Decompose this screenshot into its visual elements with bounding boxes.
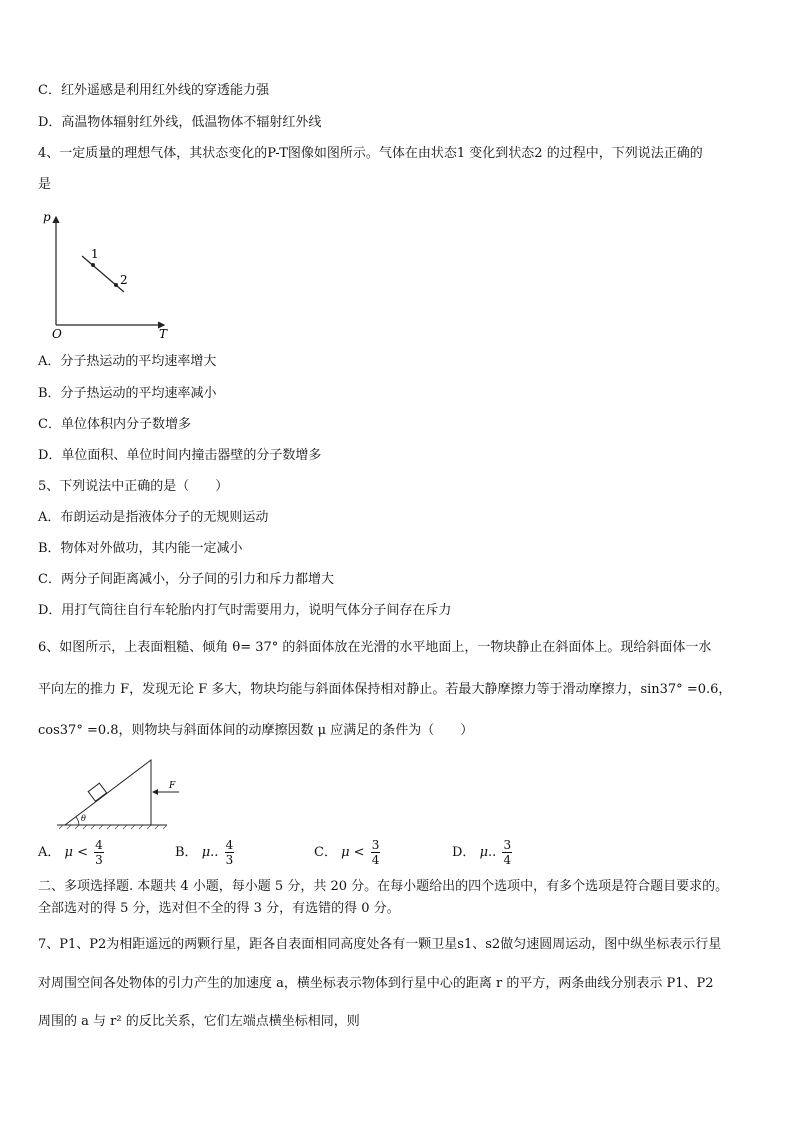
q6-option-a: A． μ < $\frac{4}{3}$ xyxy=(38,838,103,867)
angle-label: θ xyxy=(81,814,86,823)
state-2-point xyxy=(114,283,118,287)
q6-option-d: D． μ.. $\frac{3}{4}$ xyxy=(452,838,512,867)
state-1-point xyxy=(91,263,95,267)
state-line xyxy=(82,256,124,292)
q5-option-b: B．物体对外做功，其内能一定减小 xyxy=(38,541,243,556)
q4-option-a: A．分子热运动的平均速率增大 xyxy=(38,354,217,369)
force-label: F xyxy=(169,781,176,791)
section2-heading-line2: 全部选对的得 5 分，选对但不全的得 3 分，有选错的得 0 分。 xyxy=(38,901,400,916)
section2-heading-line1: 二、多项选择题. 本题共 4 小题，每小题 5 分，共 20 分。在每小题给出的四个选项中，有多个选项是符合题目要求的。 xyxy=(38,879,729,894)
q4-stem-line2: 是 xyxy=(38,177,52,192)
q7-stem-line3: 周围的 a 与 r² 的反比关系，它们左端点横坐标相同，则 xyxy=(38,1014,360,1029)
state-2-label: 2 xyxy=(120,273,128,287)
q4-option-c: C．单位体积内分子数增多 xyxy=(38,417,191,432)
q5-stem: 5、下列说法中正确的是（ ） xyxy=(38,479,229,494)
q3-option-d: D．高温物体辐射红外线，低温物体不辐射红外线 xyxy=(38,115,322,130)
q4-stem-line1: 4、一定质量的理想气体，其状态变化的P-T图像如图所示。气体在由状态1 变化到状态2 的过程中，下列说法正确的 xyxy=(38,146,703,161)
q3-option-c: C．红外遥感是利用红外线的穿透能力强 xyxy=(38,83,269,98)
q5-option-c: C．两分子间距离减小，分子间的引力和斥力都增大 xyxy=(38,572,334,587)
state-1-label: 1 xyxy=(91,247,99,261)
x-axis-label: T xyxy=(159,327,168,340)
ground-hatch xyxy=(59,825,167,829)
q6-option-c: C． μ < $\frac{3}{4}$ xyxy=(314,838,380,867)
force-arrowhead xyxy=(152,789,158,795)
fraction: $\frac{4}{3}$ xyxy=(225,838,234,867)
q6-stem-line2: 平向左的推力 F，发现无论 F 多大，物块均能与斜面体保持相对静止。若最大静摩擦力等于滑动摩擦力，sin37° =0.6， xyxy=(38,682,732,697)
origin-label: O xyxy=(52,327,62,340)
q6-stem-line1: 6、如图所示，上表面粗糙、倾角 θ= 37° 的斜面体放在光滑的水平地面上，一物块静止在斜面体上。现给斜面体一水 xyxy=(38,640,712,655)
pt-graph xyxy=(38,205,178,340)
q4-option-d: D．单位面积、单位时间内撞击器壁的分子数增多 xyxy=(38,448,322,463)
q6-stem-line3: cos37° =0.8，则物块与斜面体间的动摩擦因数 μ 应满足的条件为（ ） xyxy=(38,723,474,738)
q7-stem-line1: 7、P1、P2为相距遥远的两颗行星，距各自表面相同高度处各有一颗卫星s1、s2做匀速圆周运动，图中纵坐标表示行星 xyxy=(38,937,722,952)
q5-option-d: D．用打气筒往自行车轮胎内打气时需要用力，说明气体分子间存在斥力 xyxy=(38,603,452,618)
incline-figure xyxy=(55,755,205,830)
y-axis-label: p xyxy=(43,210,51,224)
incline-wedge xyxy=(65,760,151,825)
fraction: $\frac{4}{3}$ xyxy=(95,838,103,867)
q6-option-b: B． μ.. $\frac{4}{3}$ xyxy=(175,838,234,867)
q4-option-b: B．分子热运动的平均速率减小 xyxy=(38,386,217,401)
q5-option-a: A．布朗运动是指液体分子的无规则运动 xyxy=(38,510,269,525)
fraction: $\frac{3}{4}$ xyxy=(371,838,380,867)
fraction: $\frac{3}{4}$ xyxy=(503,838,512,867)
q7-stem-line2: 对周围空间各处物体的引力产生的加速度 a，横坐标表示物体到行星中心的距离 r 的平方，两条曲线分别表示 P1、P2 xyxy=(38,976,714,991)
